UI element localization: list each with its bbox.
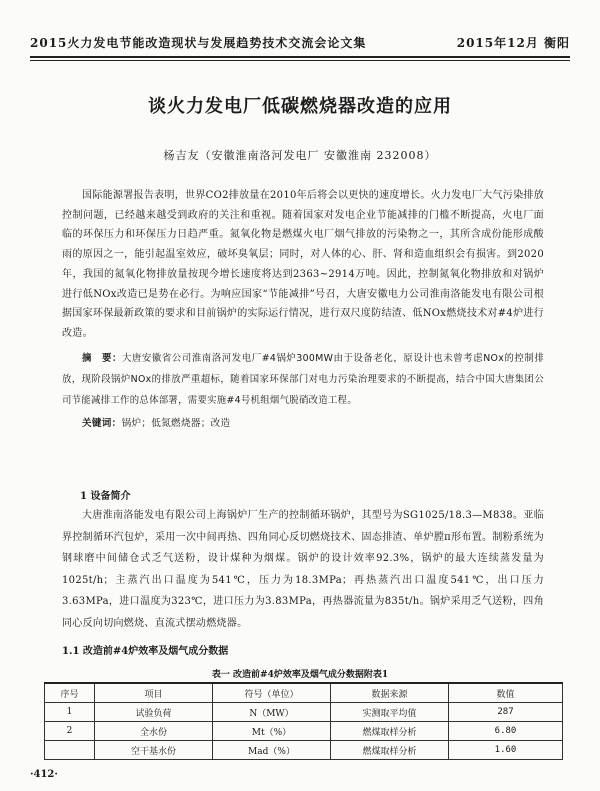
table-caption: 表一 改造前#4炉效率及烟气成分数据附表1 (211, 670, 389, 680)
table-cell: 试验负荷 (95, 703, 213, 722)
abstract (62, 348, 544, 411)
table-row (45, 722, 563, 741)
table-header-cell: 项目 (95, 683, 213, 703)
section-1-paragraph: 大唐淮南洛能发电有限公司上海锅炉厂生产的控制循环锅炉，其型号为SG1025/18.3—M838。亚临界控制循环汽包炉，采用一次中间再热、四角同心反切燃烧技术、固态排渣、单炉膛π形布置。制粉系统为钢球磨中间储仓式乏气送粉，设计煤种为烟煤。锅炉的设计效率92.3%，锅炉的最大连续蒸发量为1025t/h；主蒸汽出口温度为541℃，压力为18.3MPa；再热蒸汽出口温度541℃，出口压力3.63MPa，进口温度为323℃，进口压力为3.83MPa，再热器流量为835t/h。锅炉采用乏气送粉，四角同心反向切向燃烧、直流式摆动燃烧器。 (62, 510, 544, 629)
abstract-label: 摘 要： (82, 353, 122, 364)
data-table (44, 682, 563, 760)
table-cell: 287 (449, 703, 563, 722)
table-cell: 1.60 (449, 741, 563, 760)
table-header-cell: 符号（单位） (213, 683, 331, 703)
keywords-label: 关键词： (82, 418, 122, 429)
table-cell: N（MW） (213, 703, 331, 722)
table-cell: 2 (45, 722, 95, 741)
table-row (45, 703, 563, 722)
section-heading-1: 1 设备简介 (80, 491, 131, 502)
author-affiliation: 杨吉友（安徽淮南洛河发电厂 安徽淮南 232008） (163, 149, 437, 162)
abstract-text: 大唐安徽省公司淮南洛河发电厂#4锅炉300MW由于设备老化，原设计也未曾考虑NOx的控制排放，现阶段锅炉NOx的排放严重超标，随着国家环保部门对电力污染治理要求的不断提高，结合中国大唐集团公司节能减排工作的总体部署，需要实施#4号机组烟气脱硝改造工程。 (62, 353, 544, 406)
keywords (62, 414, 544, 434)
table-row (45, 741, 563, 760)
intro-paragraph: 国际能源署报告表明，世界CO2排放量在2010年后将会以更快的速度增长。火力发电厂大气污染排放控制问题，已经越来越受到政府的关注和重视。随着国家对发电企业节能减排的门槛不断提高，火电厂面临的环保压力和环保压力日趋严重。氮氧化物是燃煤火电厂烟气排放的污染物之一，其所含成份能形成酸雨的原因之一，能引起温室效应，破坏臭氧层；同时，对人体的心、肝、肾和造血组织会有损害。到2020年，我国的氮氧化物排放量按现今增长速度将达到2363~2914万吨。因此，控制氮氧化物排放和对锅炉进行低NOx改造已是势在必行。为响应国家“节能减排”号召，大唐安徽电力公司淮南洛能发电有限公司根据国家环保最新政策的要求和目前锅炉的实际运行情况，进行双尺度防结渣、低NOx燃烧技术对#4炉进行改造。 (62, 190, 544, 339)
header-date-location: 2015年12月 衡阳 (456, 36, 570, 50)
header-rule (30, 56, 570, 61)
table-cell (45, 741, 95, 760)
table-cell: 全水份 (95, 722, 213, 741)
table-cell: 实测取平均值 (331, 703, 449, 722)
table-cell: 空干基水份 (95, 741, 213, 760)
table-header-cell: 数据来源 (331, 683, 449, 703)
paper-title: 谈火力发电厂低碳燃烧器改造的应用 (148, 96, 452, 117)
page-number: ·412· (30, 769, 58, 780)
table-cell: 燃煤取样分析 (331, 722, 449, 741)
table-cell: Mt（%） (213, 722, 331, 741)
section-heading-1-1: 1.1 改造前#4炉效率及烟气成分数据 (62, 646, 229, 657)
table-header-cell: 数值 (449, 683, 563, 703)
header-proceedings-title: 2015火力发电节能改造现状与发展趋势技术交流会论文集 (30, 36, 367, 50)
table-header-row (45, 683, 563, 703)
table-cell: Mad（%） (213, 741, 331, 760)
running-header (30, 34, 570, 54)
table-header-cell: 序号 (45, 683, 95, 703)
table-cell: 燃煤取样分析 (331, 741, 449, 760)
table-cell: 6.80 (449, 722, 563, 741)
table-cell: 1 (45, 703, 95, 722)
keywords-text: 锅炉；低氮燃烧器；改造 (121, 418, 231, 429)
